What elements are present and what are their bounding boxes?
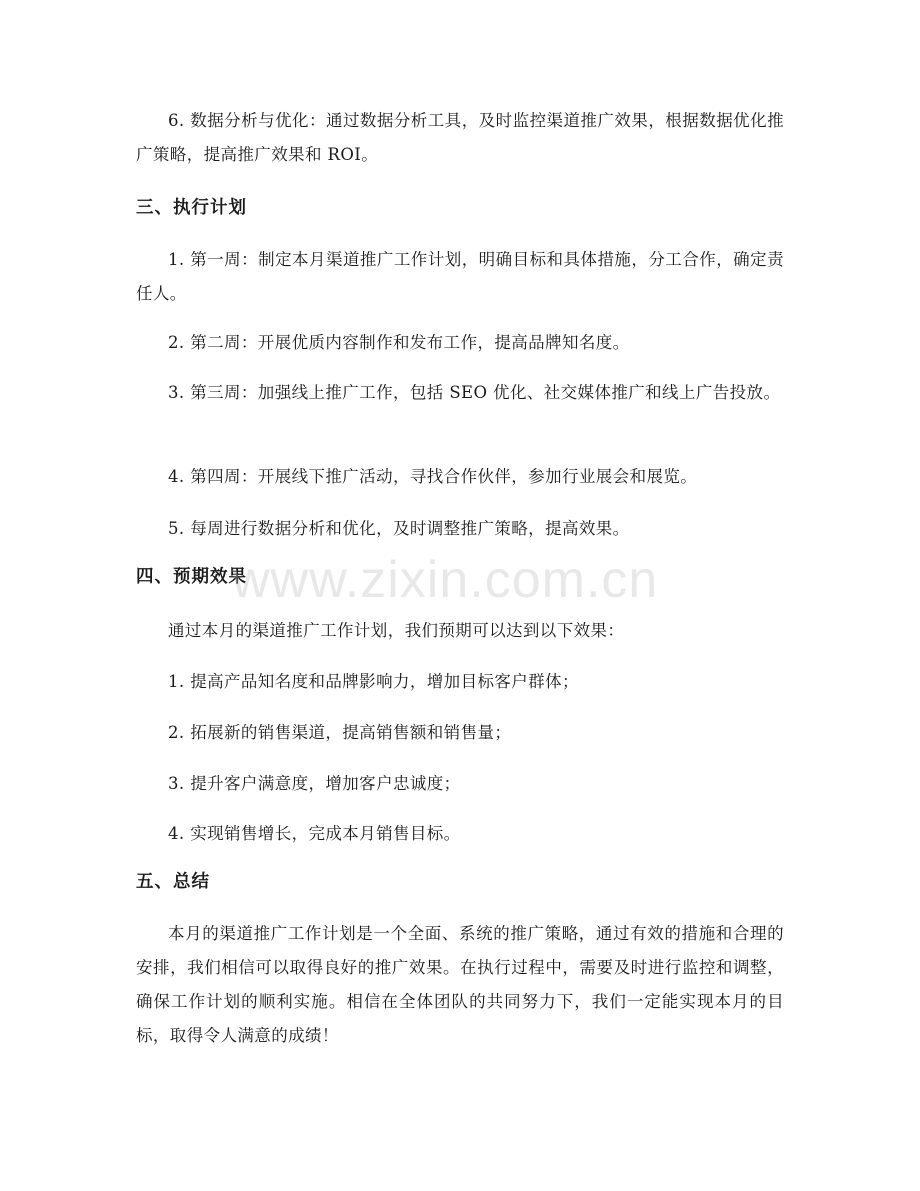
section-heading-expected-results: 四、预期效果 bbox=[136, 567, 247, 587]
expected-item-3: 3. 提升客户满意度，增加客户忠诚度； bbox=[168, 774, 461, 793]
expected-item-2: 2. 拓展新的销售渠道，提高销售额和销售量； bbox=[168, 723, 512, 742]
strategy-item-6: 6. 数据分析与优化：通过数据分析工具，及时监控渠道推广效果，根据数据优化推广策略，提高推广效果和 ROI。 bbox=[136, 111, 784, 164]
expected-item-1: 1. 提高产品知名度和品牌影响力，增加目标客户群体； bbox=[168, 672, 579, 691]
execution-item-1: 1. 第一周：制定本月渠道推广工作计划，明确目标和具体措施，分工合作，确定责任人。 bbox=[136, 250, 784, 303]
execution-item-5: 5. 每周进行数据分析和优化，及时调整推广策略，提高效果。 bbox=[168, 519, 630, 538]
watermark: www.zixin.com.cn bbox=[232, 551, 659, 609]
summary-paragraph: 本月的渠道推广工作计划是一个全面、系统的推广策略，通过有效的措施和合理的安排，我们相信可以取得良好的推广效果。在执行过程中，需要及时进行监控和调整，确保工作计划的顺利实施。相信在全体团队的共同努力下，我们一定能实现本月的目标，取得令人满意的成绩！ bbox=[136, 924, 784, 1045]
section-heading-execution-plan: 三、执行计划 bbox=[136, 198, 247, 218]
expected-item-4: 4. 实现销售增长，完成本月销售目标。 bbox=[168, 824, 461, 843]
execution-item-2: 2. 第二周：开展优质内容制作和发布工作，提高品牌知名度。 bbox=[168, 333, 630, 352]
execution-item-3: 3. 第三周：加强线上推广工作，包括 SEO 优化、社交媒体推广和线上广告投放。 bbox=[168, 383, 781, 402]
expected-results-intro: 通过本月的渠道推广工作计划，我们预期可以达到以下效果： bbox=[168, 621, 625, 640]
section-heading-summary: 五、总结 bbox=[136, 872, 210, 892]
execution-item-4: 4. 第四周：开展线下推广活动，寻找合作伙伴，参加行业展会和展览。 bbox=[168, 467, 698, 486]
